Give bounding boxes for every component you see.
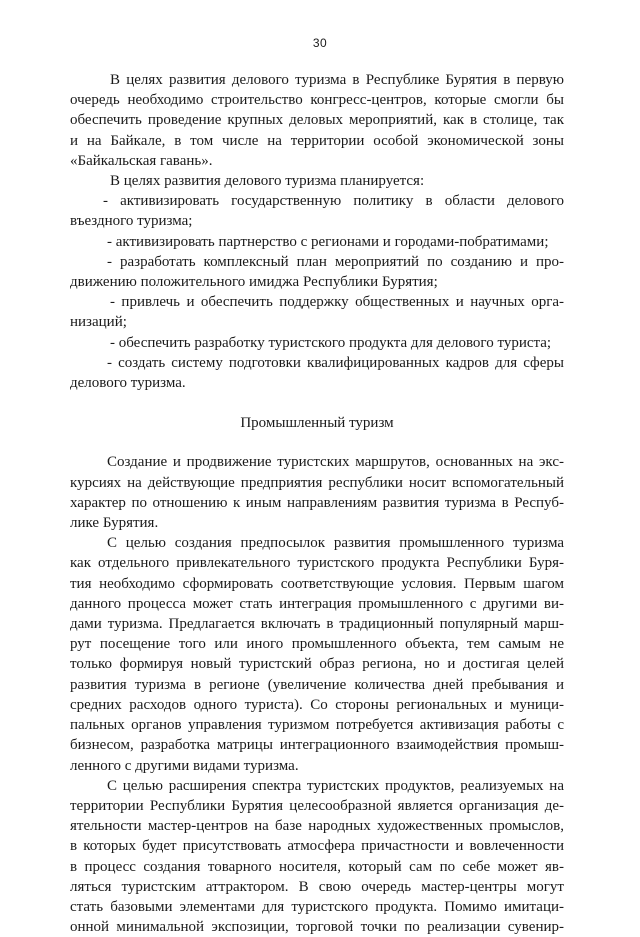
list-item-line: - разработать комплексный план мероприятий по созданию и про- [107,253,564,270]
text-line: курсиях на действующие предприятия республики носит вспомогательный [70,474,564,491]
text-line: только формируя новый туристский образ региона, но и достигая целей [70,656,564,673]
page-number: 30 [312,36,328,50]
list-item-line: - привлечь и обеспечить поддержку общественных и научных орга- [110,294,564,311]
text-line: характер по отношению к иным направлениям развития туризма в Респуб- [70,494,564,511]
text-line: ляться туристским аттрактором. В свою очередь мастер-центры могут [70,878,564,895]
text-line: В целях развития делового туризма в Республике Бурятия в первую [110,72,564,88]
text-line: дами туризма. Предлагается включать в традиционный популярный марш- [70,616,564,633]
text-line: развития туризма в регионе (увеличение количества дней пребывания и [70,676,564,693]
text-line: стать базовыми элементами для туристского продукта. Помимо имитаци- [70,898,564,915]
text-line: С целью расширения спектра туристских продуктов, реализуемых на [107,777,564,794]
text-line: бизнесом, разработка матрицы интеграционного взаимодействия промыш- [70,737,564,754]
list-item-line: - обеспечить разработку туристского продукта для делового туриста; [110,334,552,351]
list-item-line: делового туризма. [70,375,186,392]
list-item-line: низаций; [70,314,127,331]
text-line: В целях развития делового туризма планируется: [110,173,425,190]
text-line: «Байкальская гавань». [70,152,213,169]
text-line: обеспечить проведение крупных деловых мероприятий, как в столице, так [70,112,564,129]
list-item-line: - активизировать партнерство с регионами и городами-побратимами; [107,233,549,250]
text-line: как отдельного привлекательного туристского продукта Республики Буря- [70,555,564,572]
text-line: ленного с другими видами туризма. [70,757,299,774]
list-item-line: - активизировать государственную политику в области делового [103,193,564,210]
text-line: тия необходимо сформировать соответствующие условия. Первым шагом [70,575,564,592]
text-line: пальных органов управления туризмом потребуется активизация работы с [70,717,564,734]
text-line: Создание и продвижение туристских маршрутов, основанных на экс- [107,454,564,471]
list-item-line: - создать систему подготовки квалифицированных кадров для сферы [107,354,564,371]
text-line: средних расходов одного туриста). Со стороны региональных и муници- [70,696,564,713]
text-line: в которых будет присутствовать атмосфера причастности и вовлеченности [70,838,564,855]
text-line: очередь необходимо строительство конгресс-центров, которые смогли бы [70,92,564,109]
text-line: рут посещение того или иного промышленного объекта, тем самым не [70,636,564,653]
text-line: территории Республики Бурятия целесообразной является организация де- [70,797,564,814]
list-item-line: движению положительного имиджа Республики Бурятия; [70,274,438,291]
text-line: данного процесса может стать интеграция промышленного с другими ви- [70,595,564,612]
text-line: С целью создания предпосылок развития промышленного туризма [107,535,564,552]
text-line: в процесс создания товарного носителя, который сам по себе может яв- [70,858,564,875]
text-line: онной минимальной экспозиции, торговой точки по реализации сувенир- [70,919,564,936]
section-heading: Промышленный туризм [240,415,394,432]
body-text [70,70,564,937]
text-line: ятельности мастер-центров на базе народных художественных промыслов, [70,818,564,835]
text-line: лике Бурятия. [70,515,159,532]
list-item-line: въездного туризма; [70,213,193,230]
text-line: и на Байкале, в том числе на территории особой экономической зоны [70,132,564,149]
